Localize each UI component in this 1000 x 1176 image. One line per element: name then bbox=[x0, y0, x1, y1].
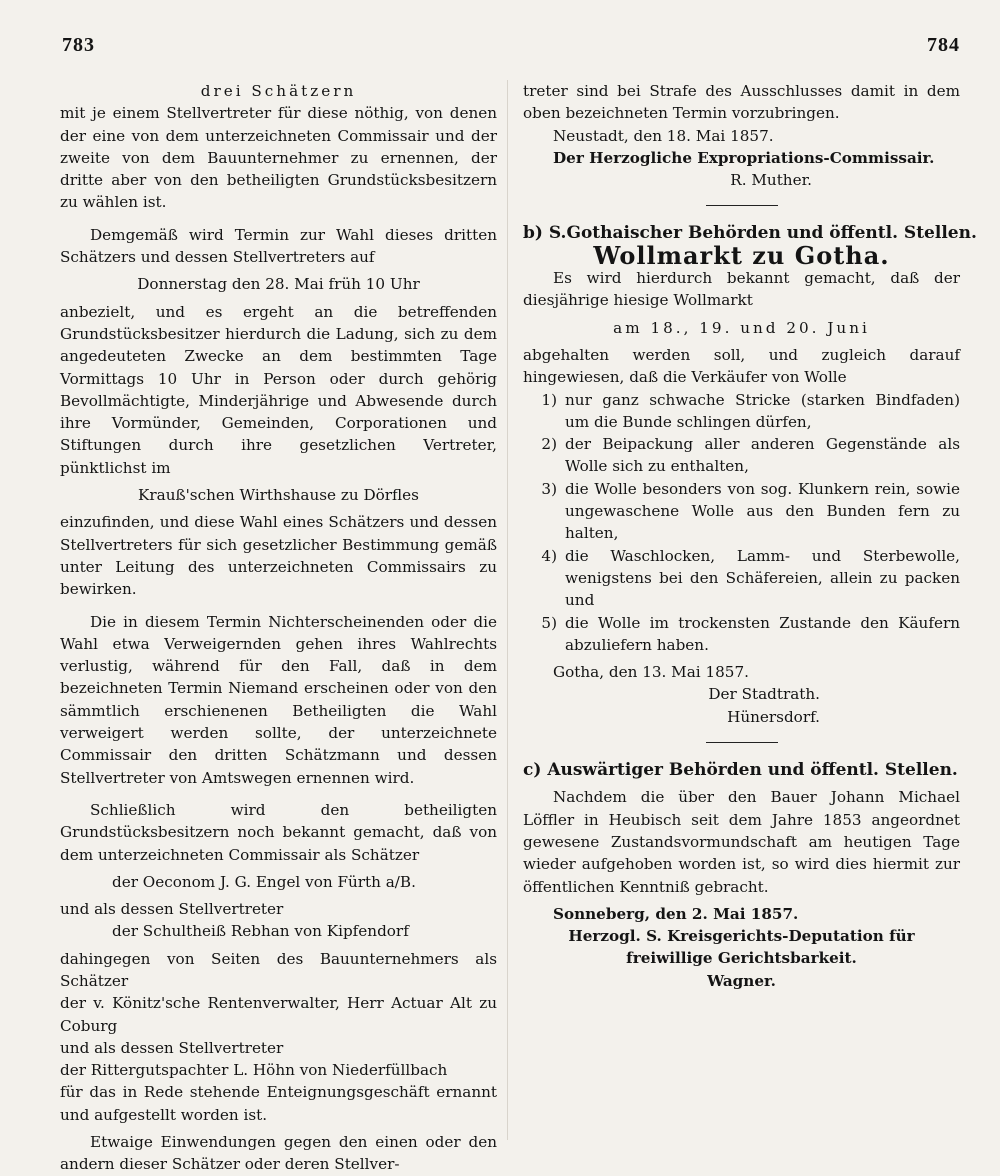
page-number-left: 783 bbox=[62, 34, 95, 56]
section-rule-1 bbox=[706, 205, 778, 206]
list-text: die Wolle besonders von sog. Klunkern rein, sowie ungewaschene Wolle aus den Bunden fern zu halten, bbox=[565, 479, 960, 543]
list-number: 5) bbox=[541, 613, 557, 632]
paragraph-election: einzufinden, und diese Wahl eines Schätzers und dessen Stellvertreters für sich gesetzlicher Bestimmung gemäß unter Leitung des unterzeichneten Commissairs zu bewirken. bbox=[60, 513, 497, 599]
page-number-right: 784 bbox=[927, 34, 960, 56]
list-item bbox=[523, 545, 960, 612]
list-text: der Beipackung aller anderen Gegenstände als Wolle sich zu enthalten, bbox=[565, 435, 960, 476]
expropriation-authority: Der Herzogliche Expropriations-Commissair. bbox=[553, 148, 935, 167]
paragraph-absentees: Die in diesem Termin Nichterscheinenden oder die Wahl etwa Verweigernden gehen ihres Wahlrechts verlustig, während für den Fall, daß in dem bezeichneten Termin Niemand erscheinen oder von den sämmtlich erschienenen Betheiligten die Wahl verweigert werden sollte, der unterzeichnete Commissair den dritten Schätzmann und dessen Stellvertreter von Amtswegen ernennen wird. bbox=[60, 612, 497, 787]
guardianship-notice: Nachdem die über den Bauer Johann Michael Löffler in Heubisch seit dem Jahre 1853 angeordnet gewesene Zustandsvormundschaft am heutigen Tage wieder aufgehoben worden ist, so wird dies hiermit zur öffentlichen Kenntniß gebracht. bbox=[523, 788, 960, 896]
objections-continued: treter sind bei Strafe des Ausschlusses damit in dem oben bezeichneten Termin vorzubringen. bbox=[523, 82, 960, 123]
wool-market-held: abgehalten werden soll, und zugleich darauf hingewiesen, daß die Verkäufer von Wolle bbox=[523, 345, 960, 387]
right-column bbox=[523, 80, 977, 992]
sonneberg-date: Sonneberg, den 2. Mai 1857. bbox=[553, 904, 799, 923]
left-column bbox=[60, 80, 497, 1176]
paragraph-appointed: für das in Rede stehende Enteignungsgeschäft ernannt und aufgestellt worden ist. bbox=[60, 1083, 497, 1124]
list-number: 4) bbox=[541, 546, 557, 565]
paragraph-announcement: Schließlich wird den betheiligten Grundstücksbesitzern noch bekannt gemacht, daß von dem unterzeichneten Commissair als Schätzer bbox=[60, 800, 497, 864]
deputy-intro-2: und als dessen Stellvertreter bbox=[60, 1038, 284, 1057]
list-number: 3) bbox=[541, 479, 557, 498]
list-number: 2) bbox=[541, 435, 557, 454]
stadtrath: Der Stadtrath. bbox=[708, 685, 820, 704]
list-item bbox=[523, 433, 960, 478]
paragraph-summons: anbezielt, und es ergeht an die betreffenden Grundstücksbesitzer hierdurch die Ladung, sich zu dem angedeuteten Zwecke an dem bestimmten Tage Vormittags 10 Uhr in Person oder durch gehörig Bevollmächtigte, Minderjährige und Abwesende durch ihre Vormünder, Gemeinden, Corporationen und Stiftungen durch ihre gesetzlichen Vertreter, pünktlichst im bbox=[60, 302, 497, 477]
election-date: Donnerstag den 28. Mai früh 10 Uhr bbox=[137, 275, 420, 294]
wool-market-dates: am 18., 19. und 20. Juni bbox=[613, 318, 870, 337]
section-c-heading: c) Auswärtiger Behörden und öffentl. Stellen. bbox=[523, 760, 958, 781]
list-item bbox=[523, 478, 960, 545]
court-deputation: Herzogl. S. Kreisgerichts-Deputation für freiwillige Gerichtsbarkeit. bbox=[568, 927, 915, 968]
paragraph-appraisers: mit je einem Stellvertreter für diese nöthig, von denen der eine von dem unterzeichneten Commissair und der zweite von dem Bauunternehmer zu ernennen, der dritte aber von den betheiligten Grundstücksbesitzern zu wählen ist. bbox=[60, 104, 497, 212]
meeting-place: Krauß'schen Wirthshause zu Dörfles bbox=[138, 486, 419, 505]
section-b-heading: b) S.Gothaischer Behörden und öffentl. Stellen. bbox=[523, 223, 977, 244]
list-text: nur ganz schwache Stricke (starken Bindfaden) um die Bunde schlingen dürfen, bbox=[565, 390, 960, 431]
paragraph-builder-side: dahingegen von Seiten des Bauunternehmers als Schätzer bbox=[60, 949, 497, 990]
deputy-name-2: der Rittergutspachter L. Höhn von Niederfüllbach bbox=[60, 1061, 448, 1080]
list-text: die Waschlocken, Lamm- und Sterbewolle, wenigstens bei den Schäfereien, allein zu packen und bbox=[565, 546, 960, 610]
gotha-date: Gotha, den 13. Mai 1857. bbox=[553, 663, 749, 682]
appraiser-name-2: der v. Könitz'sche Rentenverwalter, Herr Actuar Alt zu Coburg bbox=[60, 994, 497, 1035]
list-number: 1) bbox=[541, 390, 557, 409]
column-divider bbox=[507, 80, 508, 1140]
list-item bbox=[523, 612, 960, 657]
section-rule-2 bbox=[706, 742, 778, 743]
neustadt-date: Neustadt, den 18. Mai 1857. bbox=[553, 126, 774, 145]
signer-muther: R. Muther. bbox=[730, 171, 812, 190]
appraiser-name-1: der Oeconom J. G. Engel von Fürth a/B. bbox=[112, 872, 416, 891]
list-item bbox=[523, 389, 960, 434]
wool-market-title: Wollmarkt zu Gotha. bbox=[593, 240, 890, 270]
signer-wagner: Wagner. bbox=[707, 971, 776, 990]
appraisers-heading: drei Schätzern bbox=[200, 82, 357, 100]
deputy-name-1: der Schultheiß Rebhan von Kipfendorf bbox=[112, 922, 409, 941]
paragraph-election-term: Demgemäß wird Termin zur Wahl dieses dritten Schätzers und dessen Stellvertreters auf bbox=[60, 225, 497, 267]
wool-market-intro: Es wird hierdurch bekannt gemacht, daß der diesjährige hiesige Wollmarkt bbox=[523, 269, 960, 310]
paragraph-objections: Etwaige Einwendungen gegen den einen oder den andern dieser Schätzer oder deren Stellver- bbox=[60, 1133, 497, 1174]
deputy-intro-1: und als dessen Stellvertreter bbox=[60, 900, 284, 919]
list-text: die Wolle im trockensten Zustande den Käufern abzuliefern haben. bbox=[565, 613, 960, 654]
signer-huenersdorf: Hünersdorf. bbox=[727, 707, 820, 726]
seller-rules-list bbox=[523, 389, 960, 657]
